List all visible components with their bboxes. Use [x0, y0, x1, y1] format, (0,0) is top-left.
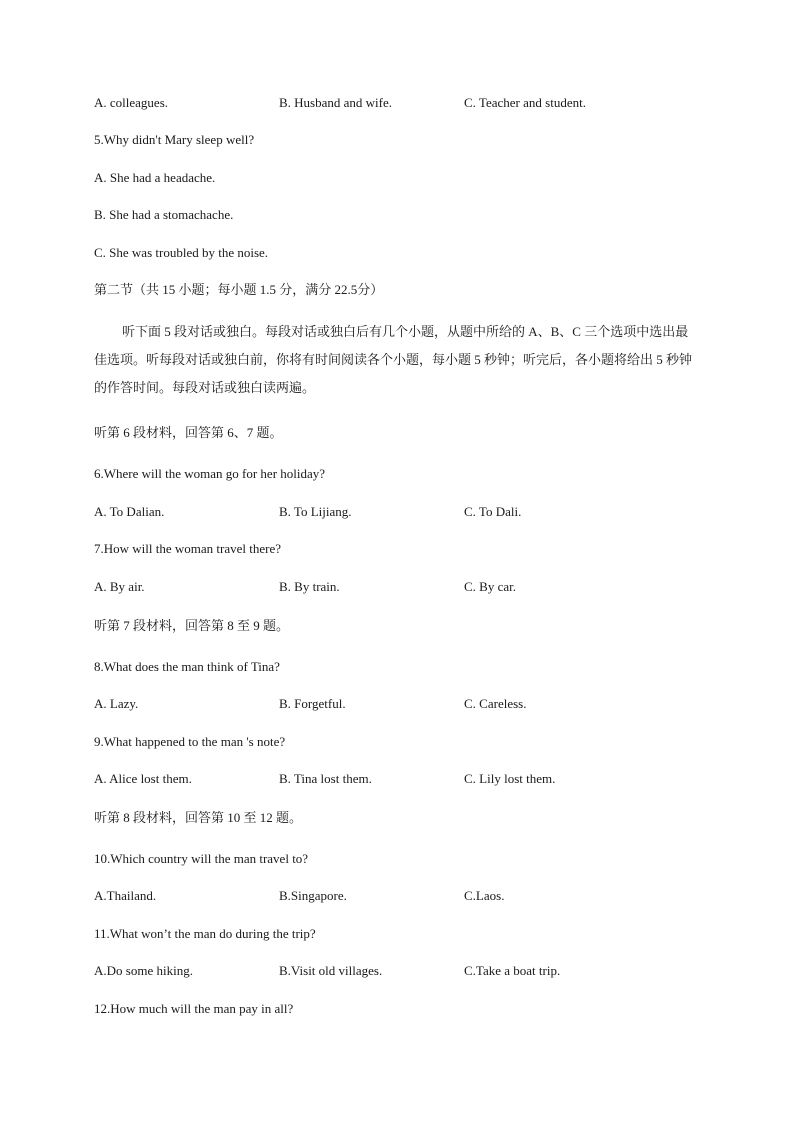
- q11-option-c: C.Take a boat trip.: [464, 963, 561, 978]
- q8-question: 8.What does the man think of Tina?: [94, 659, 280, 674]
- q7-option-c: C. By car.: [464, 579, 516, 594]
- q5-option-b: B. She had a stomachache.: [94, 207, 234, 222]
- q10-question: 10.Which country will the man travel to?: [94, 851, 309, 866]
- q8-option-b: B. Forgetful.: [279, 696, 346, 711]
- material6-heading: 听第 6 段材料，回答第 6、7 题。: [94, 425, 283, 440]
- material8-heading: 听第 8 段材料，回答第 10 至 12 题。: [94, 810, 303, 825]
- q4-option-c: C. Teacher and student.: [464, 95, 586, 110]
- q8-option-a: A. Lazy.: [94, 696, 139, 711]
- section2-heading: 第二节（共 15 小题；每小题 1.5 分，满分 22.5分）: [94, 282, 384, 297]
- q5-option-a: A. She had a headache.: [94, 170, 216, 185]
- q6-question: 6.Where will the woman go for her holiday?: [94, 466, 326, 481]
- q7-option-a: A. By air.: [94, 579, 145, 594]
- q11-question: 11.What won’t the man do during the trip?: [94, 926, 316, 941]
- q10-option-b: B.Singapore.: [279, 888, 347, 903]
- q6-option-c: C. To Dali.: [464, 504, 522, 519]
- q8-option-c: C. Careless.: [464, 696, 527, 711]
- q6-option-b: B. To Lijiang.: [279, 504, 352, 519]
- q12-question: 12.How much will the man pay in all?: [94, 1001, 294, 1016]
- q4-option-a: A. colleagues.: [94, 95, 169, 110]
- q9-option-a: A. Alice lost them.: [94, 771, 192, 786]
- q10-option-c: C.Laos.: [464, 888, 505, 903]
- section2-instructions: 听下面 5 段对话或独白。每段对话或独白后有几个小题，从题中所给的 A、B、C 三个选项中选出最佳选项。听每段对话或独白前，你将有时间阅读各个小题，每小题 5 秒钟；听完后，各小题将给出 5 秒钟的作答时间。每段对话或独白读两遍。: [94, 324, 693, 395]
- q6-option-a: A. To Dalian.: [94, 504, 165, 519]
- q5-option-c: C. She was troubled by the noise.: [94, 245, 269, 260]
- q4-option-b: B. Husband and wife.: [279, 95, 393, 110]
- material7-heading: 听第 7 段材料，回答第 8 至 9 题。: [94, 618, 290, 633]
- q7-question: 7.How will the woman travel there?: [94, 541, 281, 556]
- q9-option-c: C. Lily lost them.: [464, 771, 556, 786]
- q9-option-b: B. Tina lost them.: [279, 771, 372, 786]
- q5-question: 5.Why didn't Mary sleep well?: [94, 132, 255, 147]
- q7-option-b: B. By train.: [279, 579, 340, 594]
- q10-option-a: A.Thailand.: [94, 888, 157, 903]
- q11-option-b: B.Visit old villages.: [279, 963, 383, 978]
- q9-question: 9.What happened to the man 's note?: [94, 734, 286, 749]
- q11-option-a: A.Do some hiking.: [94, 963, 193, 978]
